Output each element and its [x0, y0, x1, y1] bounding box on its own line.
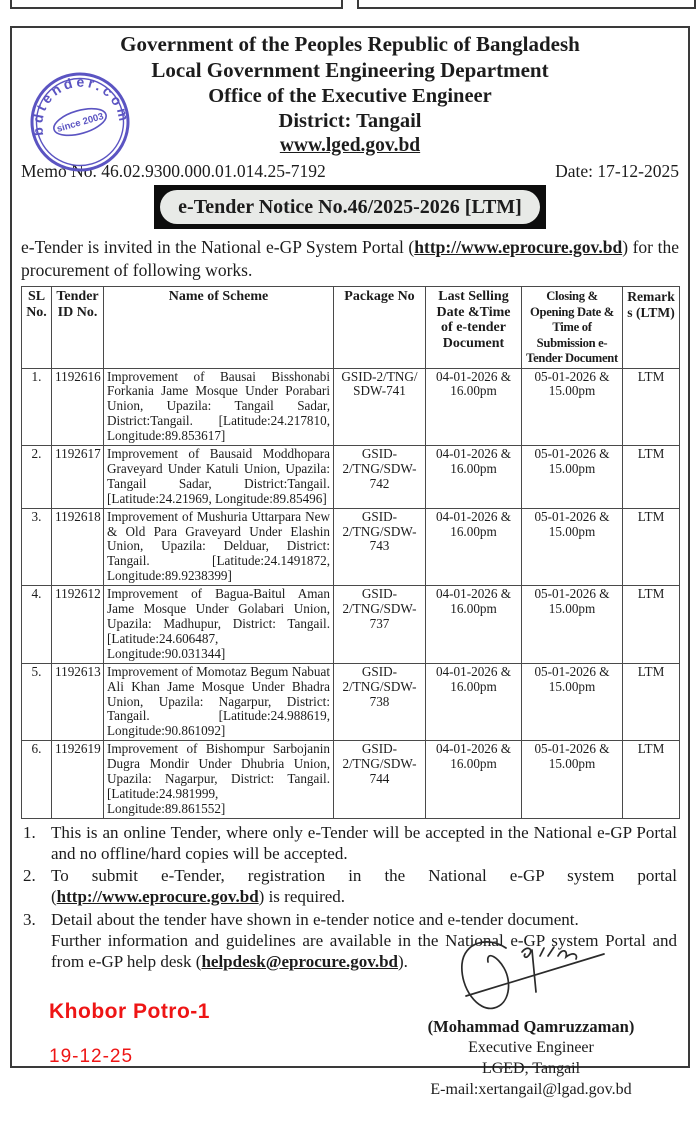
tender-table [21, 286, 680, 819]
cell-closing-opening: 05-01-2026 & 15.00pm [522, 586, 623, 664]
cell-closing-opening: 05-01-2026 & 15.00pm [522, 446, 623, 509]
cell-remarks: LTM [623, 508, 680, 586]
publication-date: 19-12-25 [49, 1046, 134, 1068]
cell-tender-id: 1192618 [52, 508, 104, 586]
tender-table-row [22, 446, 680, 509]
signatory-title: Executive Engineer [468, 1039, 594, 1057]
col-header-package: Package No [334, 287, 426, 369]
office-title: Office of the Executive Engineer [208, 85, 492, 107]
col-header-sl: SL No. [22, 287, 52, 369]
notice-title-banner [154, 185, 546, 229]
cell-sl: 2. [22, 446, 52, 509]
cell-remarks: LTM [623, 368, 680, 446]
cell-last-selling: 04-01-2026 & 16.00pm [426, 663, 522, 741]
cell-scheme-name: Improvement of Bishompur Sarbojanin Dugra Mondir Under Dhubria Union, Upazila: Nagarpur, District: Tangail. [Latitude:24.981999, Longitude:89.861552] [104, 741, 334, 819]
newspaper-annotation [49, 1000, 210, 1068]
cell-closing-opening: 05-01-2026 & 15.00pm [522, 663, 623, 741]
cell-scheme-name: Improvement of Bagua-Baitul Aman Jame Mosque Under Golabari Union, Upazila: Madhupur, District: Tangail. [Latitude:24.606487, Longitude:90.031344] [104, 586, 334, 664]
cell-package-no: GSID- 2/TNG/SDW- 738 [334, 663, 426, 741]
tender-table-row [22, 741, 680, 819]
cell-tender-id: 1192612 [52, 586, 104, 664]
cell-package-no: GSID- 2/TNG/SDW- 737 [334, 586, 426, 664]
signatory-org: LGED, Tangail [481, 1060, 581, 1078]
memo-date: Date: 17-12-2025 [555, 161, 679, 181]
note-segment: ) is required. [258, 887, 346, 907]
inline-link[interactable]: http://www.eprocure.gov.bd [56, 887, 259, 907]
newspaper-source: Khobor Potro-1 [49, 1000, 210, 1024]
intro-text-pre: e-Tender is invited in the National e-GP System Portal ( [21, 237, 415, 257]
note-text [51, 823, 679, 865]
cell-remarks: LTM [623, 446, 680, 509]
cell-remarks: LTM [623, 586, 680, 664]
signatory-email[interactable]: E-mail:xertangail@lgad.gov.bd [430, 1081, 632, 1099]
note-segment: Detail about the tender have shown in e-tender notice and e-tender document. [51, 909, 579, 929]
signatory-block [401, 934, 661, 1100]
cell-scheme-name: Improvement of Momotaz Begum Nabuat Ali Khan Jame Mosque Under Bhadra Union, Upazila: Nagarpur, District: Tangail. [Latitude:24.988619, Longitude:90.861092] [104, 663, 334, 741]
cell-tender-id: 1192616 [52, 368, 104, 446]
cell-scheme-name: Improvement of Bausai Bisshonabi Forkania Jame Mosque Under Porabari Union, Upazila: Tangail Sadar, District:Tangail. [Latitude:24.217810, Longitude:89.853617] [104, 368, 334, 446]
cell-last-selling: 04-01-2026 & 16.00pm [426, 741, 522, 819]
cell-remarks: LTM [623, 663, 680, 741]
stamp-center-text: since 2003 [55, 111, 105, 135]
previous-notice-box-right [357, 0, 696, 9]
tender-table-row [22, 586, 680, 664]
cell-tender-id: 1192619 [52, 741, 104, 819]
cell-scheme-name: Improvement of Mushuria Uttarpara New & Old Para Graveyard Under Elashin Union, Upazila: Delduar, District: Tangail. [Latitude:24.1491872, Longitude:89.9238399] [104, 508, 334, 586]
eprocure-link[interactable]: http://www.eprocure.gov.bd [414, 237, 623, 257]
stamp-ring-text: bdtender.com [29, 73, 132, 137]
tender-table-header-row [22, 287, 680, 369]
cell-last-selling: 04-01-2026 & 16.00pm [426, 368, 522, 446]
note-segment: Further information and guidelines are available in the National e-GP system Portal and from e-GP help desk ( [51, 930, 677, 971]
lged-website-link[interactable]: www.lged.gov.bd [279, 135, 421, 156]
cell-sl: 3. [22, 508, 52, 586]
cell-last-selling: 04-01-2026 & 16.00pm [426, 446, 522, 509]
cell-sl: 1. [22, 368, 52, 446]
notice-title: e-Tender Notice No.46/2025-2026 [LTM] [160, 190, 540, 224]
cell-last-selling: 04-01-2026 & 16.00pm [426, 508, 522, 586]
cell-tender-id: 1192617 [52, 446, 104, 509]
note-number: 1. [23, 822, 36, 842]
col-header-tender-id: Tender ID No. [52, 287, 104, 369]
cell-closing-opening: 05-01-2026 & 15.00pm [522, 741, 623, 819]
note-number: 2. [23, 866, 36, 886]
cell-package-no: GSID-2/TNG/ SDW-741 [334, 368, 426, 446]
department-title: Local Government Engineering Department [151, 58, 549, 82]
cell-scheme-name: Improvement of Bausaid Moddhopara Graveyard Under Katuli Union, Upazila: Tangail Sadar, District:Tangail. [Latitude:24.21969, Longitude:89.85496] [104, 446, 334, 509]
footer-area [21, 972, 679, 1122]
memo-number: Memo No. 46.02.9300.000.01.014.25-7192 [21, 161, 326, 181]
col-header-scheme: Name of Scheme [104, 287, 334, 369]
note-segment: ). [398, 951, 408, 971]
cell-tender-id: 1192613 [52, 663, 104, 741]
government-title: Government of the Peoples Republic of Bangladesh [120, 32, 580, 56]
previous-notice-box-left [10, 0, 343, 9]
tender-table-body [22, 368, 680, 818]
tender-table-row [22, 368, 680, 446]
signature-icon [436, 934, 626, 1020]
intro-text-post: ) for the procurement of following works. [21, 237, 679, 280]
cell-package-no: GSID- 2/TNG/SDW- 742 [334, 446, 426, 509]
cell-sl: 4. [22, 586, 52, 664]
district-title: District: Tangail [278, 110, 422, 132]
col-header-last-selling: Last Selling Date &Time of e-tender Document [426, 287, 522, 369]
cell-sl: 5. [22, 663, 52, 741]
note-segment: To submit e-Tender, registration in the National e-GP system portal ( [51, 866, 677, 907]
cell-closing-opening: 05-01-2026 & 15.00pm [522, 508, 623, 586]
tender-table-row [22, 663, 680, 741]
col-header-remarks: Remarks (LTM) [623, 287, 680, 369]
cell-package-no: GSID- 2/TNG/SDW- 744 [334, 741, 426, 819]
note-item [21, 866, 679, 908]
cell-remarks: LTM [623, 741, 680, 819]
cell-closing-opening: 05-01-2026 & 15.00pm [522, 368, 623, 446]
col-header-closing: Closing & Opening Date & Time of Submission e-Tender Document [522, 287, 623, 369]
intro-paragraph [21, 236, 679, 281]
bdtender-stamp [28, 70, 132, 179]
cell-package-no: GSID- 2/TNG/SDW- 743 [334, 508, 426, 586]
note-number: 3. [23, 909, 36, 929]
note-text [51, 866, 679, 908]
note-item [21, 823, 679, 865]
stamp-seal-icon [28, 70, 132, 174]
note-segment: This is an online Tender, where only e-Tender will be accepted in the National e-GP Portal and no offline/hard copies will be accepted. [51, 822, 677, 863]
signatory-name: (Mohammad Qamruzzaman) [427, 1017, 635, 1037]
cell-sl: 6. [22, 741, 52, 819]
tender-table-row [22, 508, 680, 586]
cell-last-selling: 04-01-2026 & 16.00pm [426, 586, 522, 664]
inline-link[interactable]: helpdesk@eprocure.gov.bd [201, 951, 399, 971]
tender-notice-document [10, 26, 690, 1099]
